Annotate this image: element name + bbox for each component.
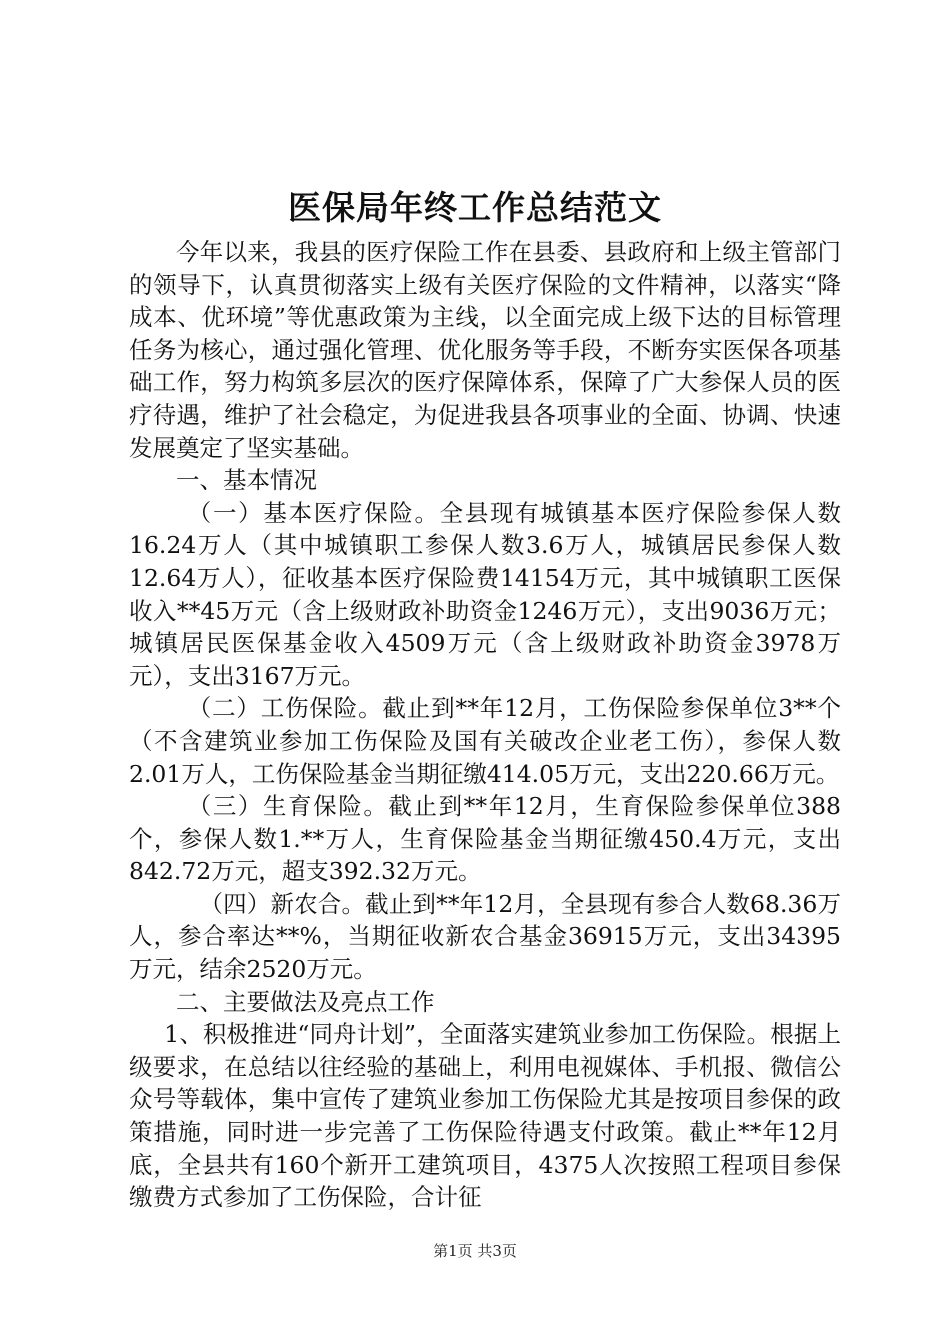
page-number-footer: 第1页 共3页 — [433, 1242, 517, 1260]
document-title: 医保局年终工作总结范文 — [288, 188, 662, 227]
paragraph-maternity-insurance: （三）生育保险。截止到**年12月，生育保险参保单位388个，参保人数1.**万人，生育保险基金当期征缴450.4万元，支出842.72万元，超支392.32万元。 — [129, 792, 841, 886]
paragraph-basic-medical-insurance: （一）基本医疗保险。全县现有城镇基本医疗保险参保人数16.24万人（其中城镇职工参保人数3.6万人，城镇居民参保人数12.64万人），征收基本医疗保险费14154万元，其中城镇职工医保收入**45万元（含上级财政补助资金1246万元），支出9036万元；城镇居民医保基金收入4509万元（含上级财政补助资金3978万元），支出3167万元。 — [129, 498, 841, 690]
document-body — [129, 236, 841, 1214]
paragraph-new-rural-cooperative: （四）新农合。截止到**年12月，全县现有参合人数68.36万人，参合率达**%，当期征收新农合基金36915万元，支出34395万元，结余2520万元。 — [129, 889, 841, 984]
paragraph-work-injury-insurance: （二）工伤保险。截止到**年12月，工伤保险参保单位3**个（不含建筑业参加工伤保险及国有关破改企业老工伤），参保人数2.01万人，工伤保险基金当期征缴414.05万元，支出220.66万元。 — [129, 694, 841, 788]
section-heading-main-practices: 二、主要做法及亮点工作 — [176, 987, 435, 1016]
paragraph-tongzhou-plan: 1、积极推进“同舟计划”，全面落实建筑业参加工伤保险。根据上级要求，在总结以往经验的基础上，利用电视媒体、手机报、微信公众号等载体，集中宣传了建筑业参加工伤保险尤其是按项目参保的政策措施，同时进一步完善了工伤保险待遇支付政策。截止**年12月底，全县共有160个新开工建筑项目，4375人次按照工程项目参保缴费方式参加了工伤保险，合计征 — [129, 1020, 841, 1212]
intro-paragraph: 今年以来，我县的医疗保险工作在县委、县政府和上级主管部门的领导下，认真贯彻落实上级有关医疗保险的文件精神，以落实“降成本、优环境”等优惠政策为主线，以全面完成上级下达的目标管理任务为核心，通过强化管理、优化服务等手段，不断夯实医保各项基础工作，努力构筑多层次的医疗保障体系，保障了广大参保人员的医疗待遇，维护了社会稳定，为促进我县各项事业的全面、协调、快速发展奠定了坚实基础。 — [129, 238, 841, 462]
section-heading-basic-situation: 一、基本情况 — [176, 466, 317, 495]
